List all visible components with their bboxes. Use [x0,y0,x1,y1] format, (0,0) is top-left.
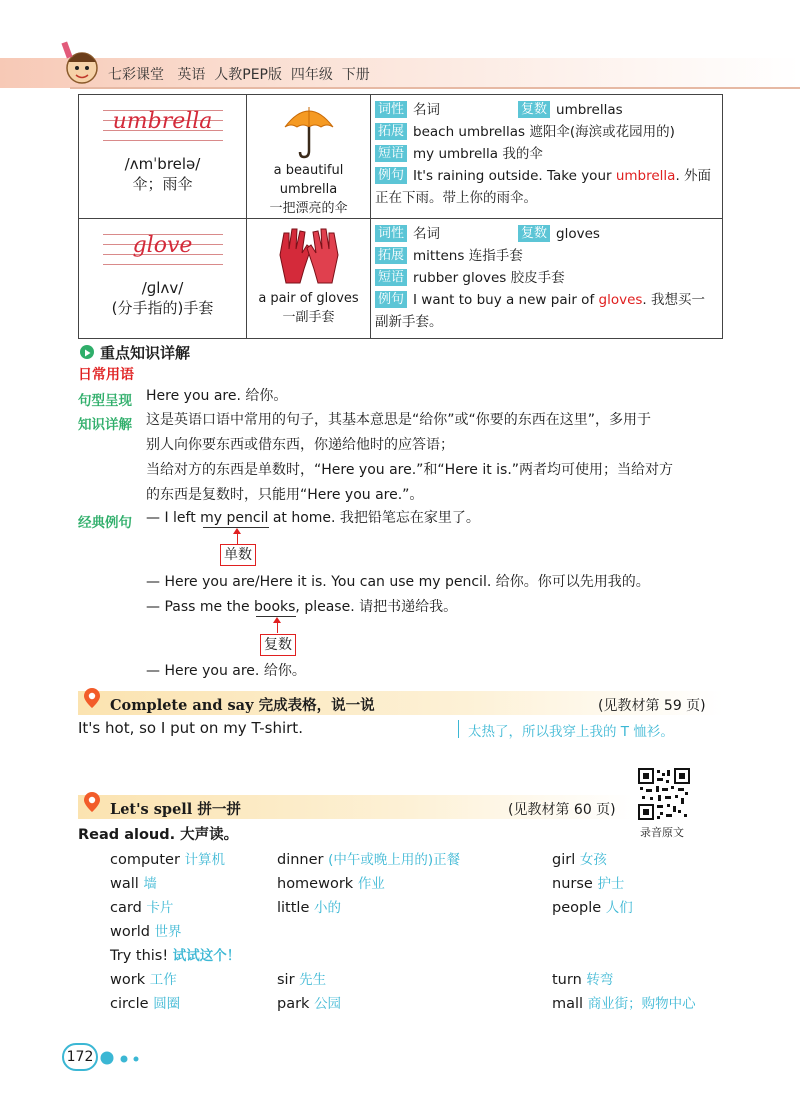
spell-word [277,872,385,892]
complete-title [110,694,375,715]
pos-value: 名词 [413,102,441,118]
word-cn: 转弯 [586,972,614,988]
try-cn: 试试这个！ [172,948,241,964]
handwriting-lines [103,101,223,147]
word-cn: 世界 [154,924,182,940]
spell-word [110,896,173,916]
spell-word [552,872,624,892]
word-cn: 先生 [299,972,327,988]
page-number: 172 [66,1049,94,1065]
word-cn: 人们 [605,900,633,916]
example-text-end: . 外面正在下雨。带上你的雨伞。 [375,168,712,206]
word-en: computer [110,852,180,868]
spell-word [110,992,180,1012]
try-en: Try this! [110,948,169,964]
word-cn: 护士 [597,876,625,892]
word-cell [79,219,247,339]
spell-word [110,920,182,940]
phonetic: /ɡlʌv/ [141,279,184,297]
image-caption-cn: 一副手套 [282,310,335,325]
example-line-4: — Here you are. 给你。 [146,663,306,679]
complete-translation: 太热了，所以我穿上我的 T 恤衫。 [468,724,674,740]
word-en: girl [552,852,576,868]
ext-value: mittens 连指手套 [413,248,523,264]
spell-word [110,872,157,892]
translation-divider [458,720,459,738]
word-en: nurse [552,876,593,892]
phrase-value: my umbrella 我的伞 [413,146,543,162]
example-text-end: . 我想买一副新手套。 [375,292,706,330]
spell-title-en: Let's spell [110,801,193,818]
spell-word [277,992,341,1012]
spell-word [552,848,607,868]
mascot-icon [60,40,104,90]
word-en: mall [552,996,584,1012]
word-en: dinner [277,852,324,868]
example-text: I want to buy a new pair of [413,292,599,308]
image-caption: a beautiful umbrella [273,163,344,197]
image-caption-cn: 一把漂亮的伞 [269,201,348,216]
ext-tag: 拓展 [375,123,407,140]
ext-value: beach umbrellas 遮阳伞(海滨或花园用的) [413,124,675,140]
pattern-text: Here you are. 给你。 [146,388,288,404]
spell-word [552,968,613,988]
umbrella-icon [282,101,336,161]
word-meaning: (分手指的)手套 [111,299,214,317]
example-line-2: — Here you are/Here it is. You can use my pencil. 给你。你可以先用我的。 [146,574,650,590]
pos-tag: 词性 [375,101,407,118]
spell-word [552,896,633,916]
gloves-icon [274,225,344,289]
word-cn: 圆圈 [153,996,181,1012]
example-keyword: gloves [598,292,643,308]
section-title: 重点知识详解 [100,344,191,362]
play-icon [80,345,94,359]
word-en: circle [110,996,149,1012]
page-number-badge [62,1043,98,1071]
complete-title-en: Complete and say [110,697,254,714]
example-tag: 例句 [375,291,407,308]
detail-cell [371,219,723,339]
example-label: 经典例句 [78,515,132,531]
section-subtitle: 日常用语 [78,367,134,383]
example-line-1: — I left my pencil at home. 我把铅笔忘在家里了。 [146,510,480,526]
detail-cell [371,95,723,219]
image-cell [247,219,371,339]
pattern-label: 句型呈现 [78,393,132,409]
spell-word [110,848,225,868]
explain-line-1: 这是英语口语中常用的句子，其基本意思是“给你”或“你要的东西在这里”，多用于 [146,412,652,428]
word-en: little [277,900,310,916]
location-pin-icon [84,688,98,706]
complete-sentence: It's hot, so I put on my T-shirt. [78,719,303,737]
ext-tag: 拓展 [375,247,407,264]
word-en: wall [110,876,139,892]
word-script: umbrella [112,109,213,134]
vocab-row-glove [79,219,723,339]
word-cn: 墙 [143,876,157,892]
word-cn: 卡片 [146,900,174,916]
location-pin-icon [84,792,98,810]
word-meaning: 伞；雨伞 [132,175,193,193]
plural-tag: 复数 [518,225,550,242]
spell-word [277,896,341,916]
example-tag: 例句 [375,167,407,184]
word-cn: (中午或晚上用的)正餐 [328,852,461,868]
header-rule [70,87,800,89]
word-cell [79,95,247,219]
word-en: homework [277,876,354,892]
word-cn: 商业街；购物中心 [587,996,696,1012]
word-cn: 小的 [314,900,341,916]
vocab-row-umbrella [79,95,723,219]
plural-value: umbrellas [556,102,623,118]
example-text: It's raining outside. Take your [413,168,616,184]
explain-line-4: 的东西是复数时，只能用“Here you are.”。 [146,487,424,503]
word-en: card [110,900,142,916]
spell-title-cn: 拼一拼 [197,802,241,818]
word-cn: 工作 [149,972,177,988]
spell-word [277,968,326,988]
pos-tag: 词性 [375,225,407,242]
spell-title [110,798,241,819]
spell-word [277,848,460,868]
word-cn: 计算机 [184,852,226,868]
spell-word [552,992,696,1012]
explain-line-2: 别人向你要东西或借东西，你递给他时的应答语； [146,437,454,453]
vocab-table [78,94,723,339]
try-this [110,944,240,964]
explain-label: 知识详解 [78,417,132,433]
image-cell [247,95,371,219]
phrase-tag: 短语 [375,269,407,286]
example-line-3: — Pass me the books, please. 请把书递给我。 [146,599,458,615]
phonetic: /ʌmˈbrelə/ [124,155,201,173]
word-cn: 作业 [357,876,385,892]
singular-label: 单数 [220,544,256,566]
example-keyword: umbrella [615,168,676,184]
image-caption: a pair of gloves [258,291,359,306]
word-en: sir [277,972,295,988]
page-dots-icon [100,1050,156,1066]
plural-value: gloves [556,226,600,242]
qr-caption: 录音原文 [640,826,684,839]
header-title: 七彩课堂 英语 人教PEP版 四年级 下册 [108,67,370,83]
spell-ref: (见教材第 60 页) [508,802,616,818]
phrase-value: rubber gloves 胶皮手套 [413,270,565,286]
spell-instruction: Read aloud. 大声读。 [78,827,239,843]
arrowhead-icon [273,617,281,623]
word-en: work [110,972,146,988]
word-en: park [277,996,310,1012]
handwriting-lines [103,225,223,271]
word-cn: 公园 [314,996,342,1012]
pos-value: 名词 [413,226,441,242]
word-en: turn [552,972,582,988]
spell-word [110,968,177,988]
qr-code-icon[interactable] [638,768,690,820]
word-en: world [110,924,150,940]
word-cn: 女孩 [579,852,607,868]
complete-title-cn: 完成表格，说一说 [258,698,375,714]
plural-label: 复数 [260,634,296,656]
plural-tag: 复数 [518,101,550,118]
complete-ref: (见教材第 59 页) [598,698,706,714]
arrowhead-icon [233,528,241,534]
phrase-tag: 短语 [375,145,407,162]
word-en: people [552,900,602,916]
word-script: glove [132,233,193,258]
explain-line-3: 当给对方的东西是单数时，“Here you are.”和“Here it is.”两者均可使用；当给对方 [146,462,674,478]
